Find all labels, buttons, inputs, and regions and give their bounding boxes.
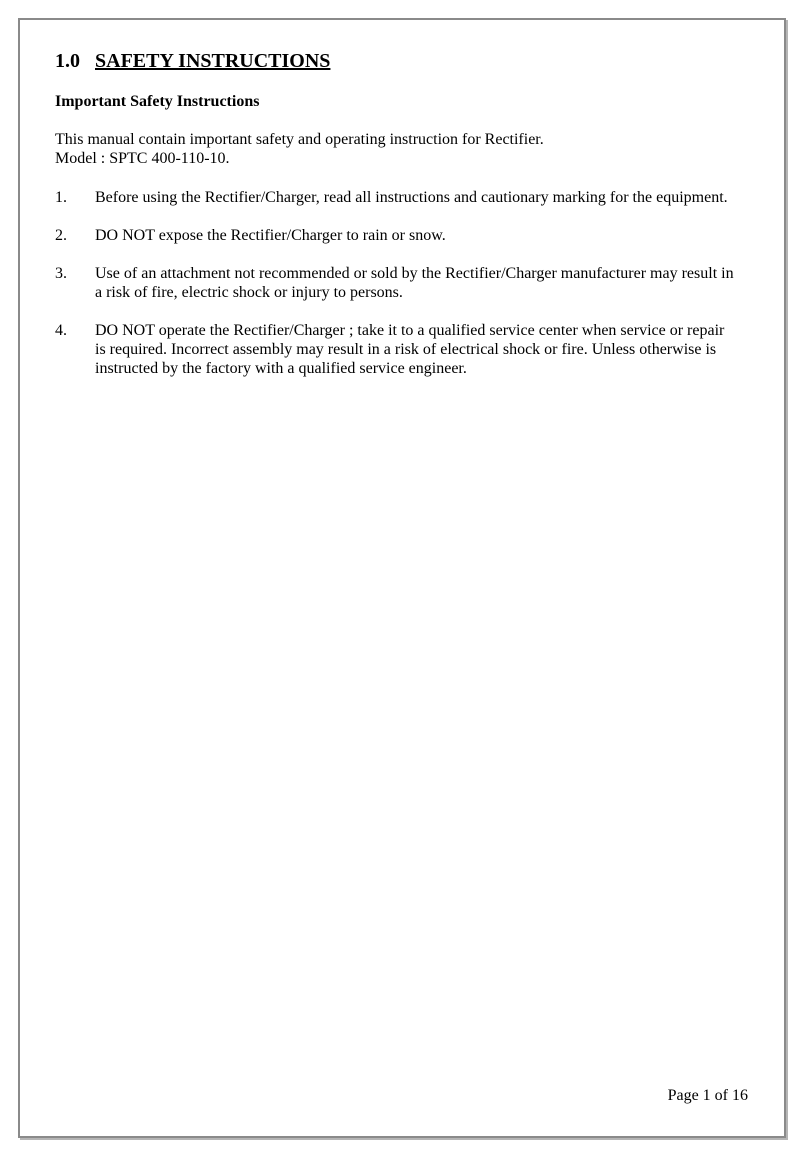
- section-number: 1.0: [55, 50, 80, 72]
- instruction-text: DO NOT operate the Rectifier/Charger ; take it to a qualified service center when service or repair is required. Incorrect assembly may result in a risk of electrical shock or fire. Unless otherwise is instructed by the factory with a qualified service engineer.: [95, 322, 725, 377]
- intro-line-2: Model : SPTC 400-110-10.: [55, 150, 230, 167]
- section-heading: [55, 49, 330, 73]
- page-border: [18, 18, 786, 1138]
- instruction-number: 2.: [55, 227, 67, 244]
- instruction-item: [55, 188, 735, 207]
- page-number: Page 1 of 16: [667, 1087, 748, 1104]
- subheading: Important Safety Instructions: [55, 93, 260, 110]
- instruction-text: DO NOT expose the Rectifier/Charger to rain or snow.: [95, 227, 446, 244]
- instruction-number: 1.: [55, 189, 67, 206]
- intro-line-1: This manual contain important safety and operating instruction for Rectifier.: [55, 131, 544, 148]
- instruction-item: [55, 226, 735, 245]
- instruction-number: 3.: [55, 265, 67, 282]
- intro-paragraph: [55, 130, 544, 168]
- instruction-item: [55, 264, 735, 302]
- instruction-number: 4.: [55, 322, 67, 339]
- section-title: SAFETY INSTRUCTIONS: [95, 50, 331, 72]
- instruction-text: Use of an attachment not recommended or sold by the Rectifier/Charger manufacturer may result in a risk of fire, electric shock or injury to persons.: [95, 265, 734, 301]
- instruction-list: [55, 188, 735, 397]
- instruction-item: [55, 321, 735, 378]
- instruction-text: Before using the Rectifier/Charger, read all instructions and cautionary marking for the equipment.: [95, 189, 728, 206]
